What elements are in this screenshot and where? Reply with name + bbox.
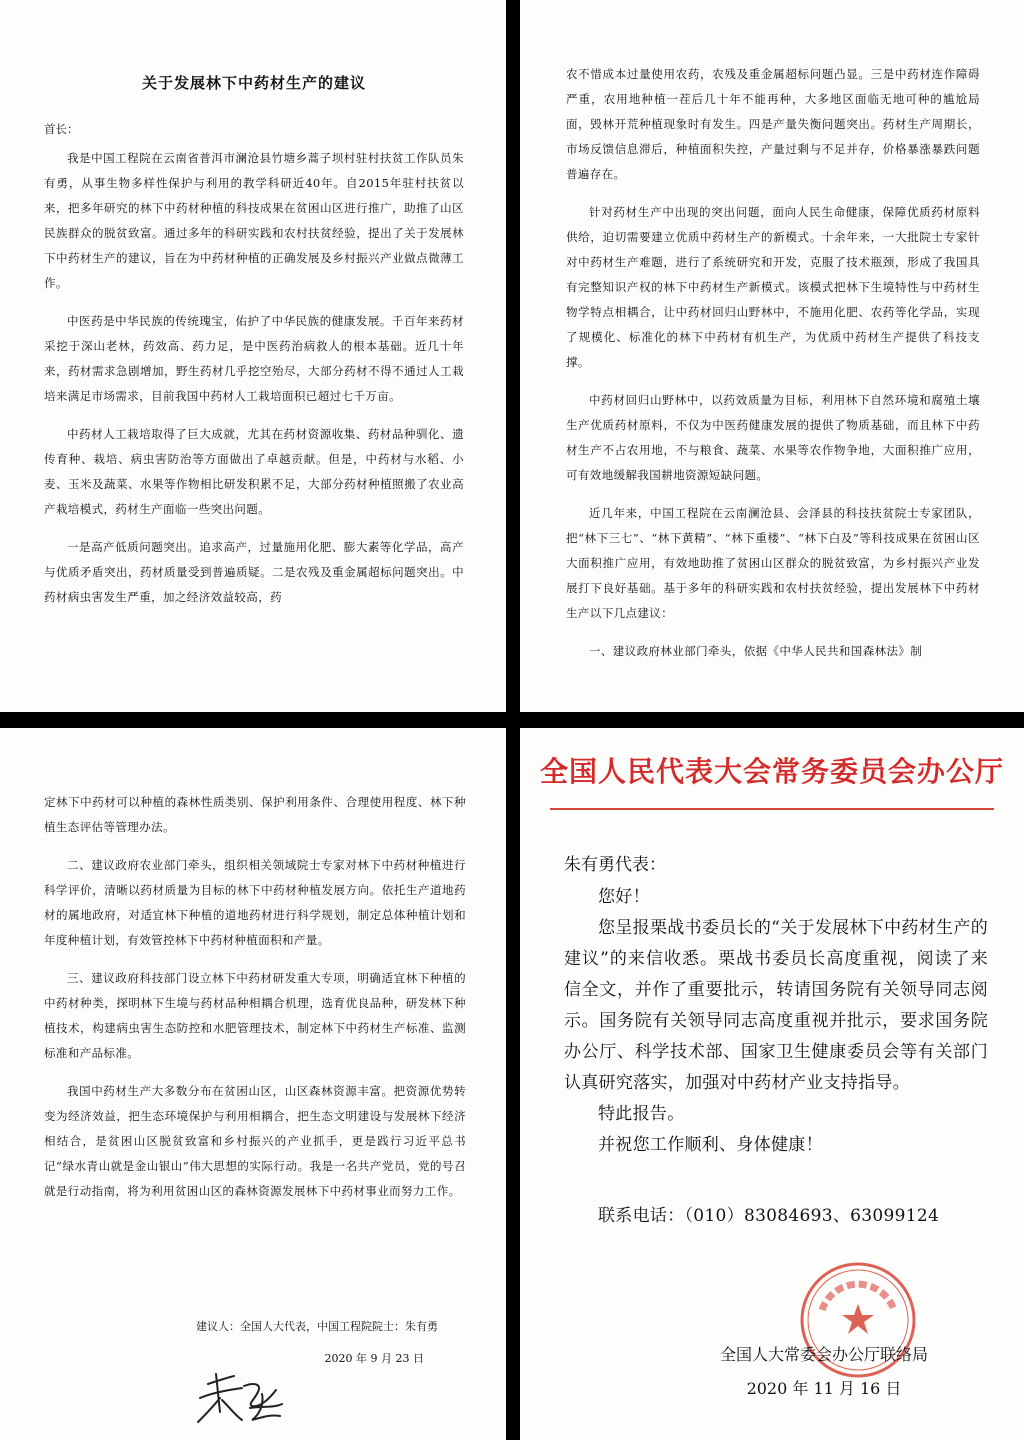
paragraph: 中药材回归山野林中，以药效质量为目标，利用林下自然环境和腐殖土壤生产优质药材原料，不仅为中医药健康发展的提供了物质基础，而且林下中药材生产不占农用地，不与粮食、蔬菜、水果等农作物争地，大面积推广应用，可有效地缓解我国耕地资源短缺问题。 xyxy=(566,393,980,482)
reply-letter-page xyxy=(520,728,1024,1440)
letter-greeting: 您好！ xyxy=(598,887,650,907)
paragraph: 农不惜成本过量使用农药，农残及重金属超标问题凸显。三是中药材连作障碍严重，农用地种植一茬后几十年不能再种，大多地区面临无地可种的尴尬局面，毁林开荒种植现象时有发生。四是产量失衡问题突出。药材生产周期长，市场反馈信息滞后，种植面积失控，产量过剩与不足并存，价格暴涨暴跌问题普遍存在。 xyxy=(566,67,980,181)
proposal-page-1 xyxy=(0,0,506,712)
paragraph: 我国中药材生产大多数分布在贫困山区，山区森林资源丰富。把资源优势转变为经济效益，把生态环境保护与利用相耦合，把生态文明建设与发展林下经济相结合，是贫困山区脱贫致富和乡村振兴的产业抓手，更是践行习近平总书记“绿水青山就是金山银山”伟大思想的实际行动。我是一名共产党员，党的号召就是行动指南，将为利用贫困山区的森林资源发展林下中药材事业而努力工作。 xyxy=(44,1084,466,1198)
paragraph: 近几年来，中国工程院在云南澜沧县、会泽县的科技扶贫院士专家团队，把“林下三七”、“林下黄精”、“林下重楼”、“林下白及”等科技成果在贫困山区大面积推广应用，有效地助推了贫困山区群众的脱贫致富，为乡村振兴产业发展打下良好基础。基于多年的科研实践和农村扶贫经验，提出发展林下中药材生产以下几点建议： xyxy=(566,506,980,620)
handwritten-signature xyxy=(190,1368,290,1428)
paragraph: 一、建议政府林业部门牵头，依据《中华人民共和国森林法》制 xyxy=(589,644,923,658)
paragraph: 我是中国工程院在云南省普洱市澜沧县竹塘乡蒿子坝村驻村扶贫工作队员朱有勇，从事生物多样性保护与利用的教学科研近40年。自2015年驻村扶贫以来，把多年研究的林下中药材种植的科技成果在贫困山区进行推广，助推了山区民族群众的脱贫致富。通过多年的科研实践和农村扶贫经验，提出了关于发展林下中药材生产的建议，旨在为中药材种植的正确发展及乡村振兴产业做点微薄工作。 xyxy=(44,151,464,290)
sender-name: 全国人大常委会办公厅联络局 xyxy=(720,1345,929,1364)
sender-block xyxy=(720,1338,928,1406)
paragraph: 一是高产低质问题突出。追求高产，过量施用化肥、膨大素等化学品，高产与优质矛盾突出，药材质量受到普遍质疑。二是农残及重金属超标问题突出。中药材病虫害发生严重，加之经济效益较高，药 xyxy=(44,540,464,604)
letterhead-title: 全国人民代表大会常务委员会办公厅 xyxy=(539,755,1004,788)
salutation: 首长： xyxy=(44,122,79,136)
letter-date: 2020 年 11 月 16 日 xyxy=(746,1379,902,1398)
proposal-date: 2020 年 9 月 23 日 xyxy=(324,1352,424,1365)
signer-line: 建议人：全国人大代表，中国工程院院士：朱有勇 xyxy=(196,1320,438,1333)
paragraph: 定林下中药材可以种植的森林性质类别、保护利用条件、合理使用程度、林下种植生态评估等管理办法。 xyxy=(44,795,466,834)
letter-addressee: 朱有勇代表： xyxy=(564,855,666,875)
paragraph: 针对药材生产中出现的突出问题，面向人民生命健康，保障优质药材原料供给，迫切需要建立优质中药材生产的新模式。十余年来，一大批院士专家针对中药材生产难题，进行了系统研究和开发，克服了技术瓶颈，形成了我国具有完整知识产权的林下中药材生产新模式。该模式把林下生境特性与中药材生物学特点相耦合，让中药材回归山野林中，不施用化肥、农药等化学品，实现了规模化、标准化的林下中药材有机生产，为优质中药材生产提供了科技支撑。 xyxy=(566,205,980,369)
letter-body xyxy=(520,810,1024,1232)
letter-closing: 特此报告。 xyxy=(598,1104,685,1124)
paragraph: 中药材人工栽培取得了巨大成就，尤其在药材资源收集、药材品种驯化、遗传育种、栽培、病虫害防治等方面做出了卓越贡献。但是，中药材与水稻、小麦、玉米及蔬菜、水果等作物相比研发积累不足，大部分药材种植照搬了农业高产栽培模式，药材生产面临一些突出问题。 xyxy=(44,427,464,516)
paragraph: 三、建议政府科技部门设立林下中药材研发重大专项，明确适宜林下种植的中药材种类，探明林下生境与药材品种相耦合机理，选育优良品种，研发林下种植技术，构建病虫害生态防控和水肥管理技术，制定林下中药材生产标准、监测标准和产品标准。 xyxy=(44,971,466,1060)
letter-paragraph: 您呈报栗战书委员长的“关于发展林下中药材生产的建议”的来信收悉。栗战书委员长高度重视，阅读了来信全文，并作了重要批示，转请国务院有关领导同志阅示。国务院有关领导同志高度重视并批示，要求国务院办公厅、科学技术部、国家卫生健康委员会等有关部门认真研究落实，加强对中药材产业支持指导。 xyxy=(564,918,988,1093)
document-title: 关于发展林下中药材生产的建议 xyxy=(141,74,366,92)
proposal-page-3 xyxy=(0,728,506,1440)
paragraph: 二、建议政府农业部门牵头，组织相关领域院士专家对林下中药材种植进行科学评价，清晰以药材质量为目标的林下中药材种植发展方向。依托生产道地药材的属地政府，对适宜林下种植的道地药材进行科学规划，制定总体种植计划和年度种植计划，有效管控林下中药材种植面积和产量。 xyxy=(44,858,466,947)
signer-block xyxy=(196,1316,438,1370)
paragraph: 中医药是中华民族的传统瑰宝，佑护了中华民族的健康发展。千百年来药材采挖于深山老林，药效高、药力足，是中医药治病救人的根本基础。近几十年来，药材需求急剧增加，野生药材几乎挖空殆尽，大部分药材不得不通过人工栽培来满足市场需求，目前我国中药材人工栽培面积已超过七千万亩。 xyxy=(44,314,464,403)
letter-wishes: 并祝您工作顺利、身体健康！ xyxy=(598,1135,823,1155)
contact-phone: 联系电话：（010）83084693、63099124 xyxy=(598,1206,940,1226)
proposal-page-2 xyxy=(520,0,1024,712)
